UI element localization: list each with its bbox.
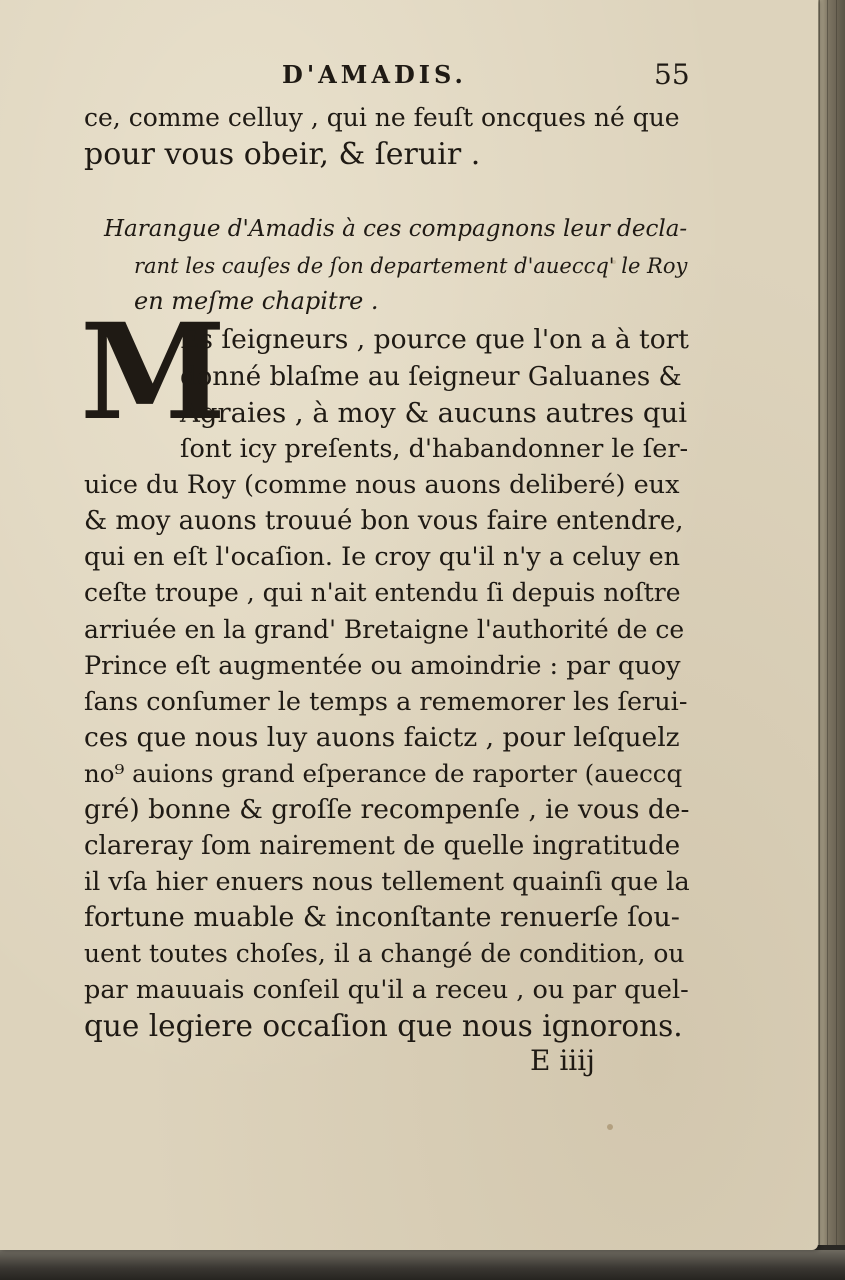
text-line: fortune muable & inconſtante renuerſe ſou-	[84, 902, 680, 933]
text-line: ces que nous luy auons faictz , pour leſquelz	[84, 722, 680, 753]
text-line: arriuée en la grand' Bretaigne l'authorité de ce	[84, 615, 685, 644]
running-title: D'AMADIS.	[282, 60, 467, 89]
text-line: ſans conſumer le temps a rememorer les ſerui-	[84, 687, 688, 717]
text-line: donné blaſme au ſeigneur Galuanes &	[180, 362, 682, 392]
text-line: ce, comme celluy , qui ne feuſt oncques né que	[84, 103, 680, 132]
foxing-spot	[612, 260, 616, 264]
heading-line: Harangue d'Amadis à ces compagnons leur decla-	[104, 216, 688, 242]
text-line: uice du Roy (comme nous auons deliberé) eux	[84, 470, 680, 500]
text-line: pour vous obeir, & ſeruir .	[84, 137, 481, 172]
text-line: gré) bonne & groſſe recompenſe , ie vous de-	[84, 794, 690, 825]
foxing-spot	[607, 1124, 613, 1130]
heading-line: rant les cauſes de ſon departement d'aueccq' le Roy	[134, 254, 688, 278]
text-line: qui en eſt l'ocaſion. Ie croy qu'il n'y a celuy en	[84, 542, 681, 572]
text-line: ceſte troupe , qui n'ait entendu ſi depuis noſtre	[84, 578, 681, 607]
text-line: Prince eſt augmentée ou amoindrie : par quoy	[84, 651, 681, 681]
text-line: uent toutes choſes, il a changé de condition, ou	[84, 939, 685, 968]
text-line: clareray ſom nairement de quelle ingratitude	[84, 831, 681, 861]
running-head	[0, 58, 818, 98]
signature-mark: E iiij	[530, 1044, 595, 1077]
text-line: no⁹ auions grand eſperance de raporter (aueccq	[84, 759, 683, 788]
text-line: & moy auons trouué bon vous faire entendre,	[84, 506, 684, 536]
text-line: il vſa hier enuers nous tellement quainſi que la	[84, 867, 690, 897]
heading-line: en meſme chapitre .	[134, 287, 379, 315]
page-number: 55	[654, 58, 690, 91]
text-line: ſont icy preſents, d'habandonner le ſer-	[180, 434, 689, 464]
text-line: que legiere occaſion que nous ignorons.	[84, 1009, 683, 1043]
text-line: Agraies , à moy & aucuns autres qui	[180, 397, 688, 429]
background-strip	[0, 1250, 845, 1280]
drop-cap: M	[80, 295, 227, 450]
text-line: par mauuais conſeil qu'il a receu , ou par quel-	[84, 975, 689, 1005]
text-line: Es ſeigneurs , pource que l'on a à tort	[180, 324, 689, 355]
